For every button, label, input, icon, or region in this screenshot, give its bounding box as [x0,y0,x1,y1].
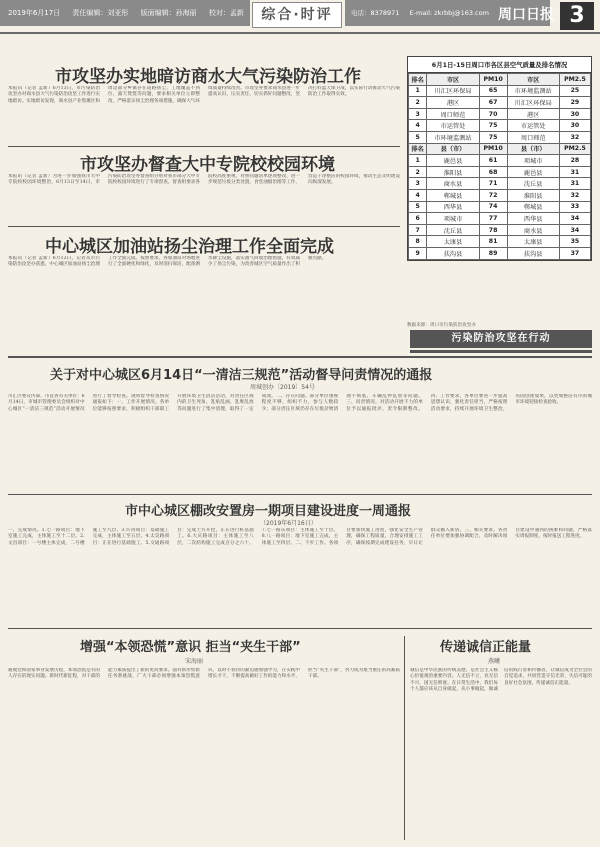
header-cell: PM10 [479,143,507,155]
table-cell: 商水县 [507,224,559,236]
table-cell: 西华县 [427,201,479,213]
header-cell: 排名 [409,74,427,86]
table-cell: 扶沟县 [507,247,559,259]
banner-underline [410,350,592,353]
table-cell: 川汇区环保局 [427,85,479,97]
article-headline: 关于对中心城区6月14日“一清洁三规范”活动督导问责情况的通报 [50,368,433,383]
table-cell: 31 [559,178,590,190]
table-cell: 港区 [507,108,559,120]
table-cell: 30 [559,120,590,132]
table-title: 6月1日-15日周口市各区县空气质量及排名情况 [408,57,591,73]
header-cell: PM10 [479,74,507,86]
table-cell: 3 [409,108,427,120]
table-cell: 37 [559,247,590,259]
newspaper-logo: 周口日报 [498,7,554,23]
table-cell: 29 [559,97,590,109]
table-cell: 淮阳县 [507,189,559,201]
divider [8,494,592,495]
section-title: 综合·时评 [252,2,342,28]
masthead [0,0,600,34]
table-cell: 35 [559,236,590,248]
article-body: 本报讯（记者 孟新）6月13日，记者从市污染防治攻坚办获悉，中心城区加油站扬尘治理工作全面完成。按照要求，各加油站对场地进行了全面硬化和绿化，及时清扫保洁，配备洒水降尘设施，落实油气回收治理措施，有效减少了扬尘污染，为改善城区空气质量作出了积极贡献。 [8,256,327,268]
masthead-left-bar [0,0,250,26]
table-cell: 89 [479,247,507,259]
table-cell: 68 [479,166,507,178]
article-headline: 市攻坚办督查大中专院校校园环境 [80,155,335,175]
editor-meta: 校对：孟新 [208,9,244,17]
table-cell: 郸城县 [427,189,479,201]
table-cell: 5 [409,131,427,143]
article-headline: 中心城区加油站扬尘治理工作全面完成 [45,237,334,257]
article-body: 本报讯（记者 孟新）6月13日，市污染防治攻坚办对商水县大气污染防治攻坚工作进行实地暗访。实地暗访发现，商水县产业集聚区和周边部分乡镇存在道路扬尘、工地覆盖不到位、露天焚烧等问题，要求相关单位立即整改，严格落实扬尘治理各项措施，确保大气环境质量持续改善。市攻坚办要求商水县进一步提高认识，压实责任，切实抓好问题整改，坚决打好蓝天保卫战，以实际行动推动大气污染防治工作取得实效。 [8,86,400,104]
table-cell: 2 [409,97,427,109]
author-byline: 燕曦 [488,658,501,665]
table-cell: 74 [479,201,507,213]
campaign-banner: 污染防治攻坚在行动 [410,330,592,348]
column-divider [404,636,405,840]
table-cell: 4 [409,189,427,201]
table-cell: 30 [559,108,590,120]
editor-meta: 版面编辑：孙海丽 [140,9,197,17]
article-body: 川汇区委宣传部、市直各有关单位：6月14日，市城市管理委员会组织对中心城区“一清洁三规范”活动开展情况进行了督导检查。现将督导检查情况通报如下：一、工作开展情况。各单位能够按照要求，积极组织干部职工开展环境卫生清洁活动，对责任区域内的卫生死角、乱贴乱画、乱堆乱放等问题进行了集中清理，取得了一定成效。二、存在问题。部分单位重视程度不够，组织不力，参与人数较少；部分责任区域仍存在垃圾杂物清理不彻底、车辆乱停乱放等问题。三、问责情况。对活动开展不力的单位予以通报批评，责令限期整改。四、工作要求。各单位要进一步提高思想认识，强化责任担当，严格按照活动要求，持续开展环境卫生整治，巩固创建成果，以更加整洁有序的城市环境迎接检查验收。 [8,394,592,412]
header-cell: 县（市） [427,143,479,155]
editor-meta: 责任编辑：刘亚彤 [72,9,129,17]
article-body: 诚信是中华民族的传统美德，是社会主义核心价值观的重要内容。人无信不立，业无信不兴，国无信则衰。在日常生活中，我们每个人都应该从自身做起，从小事做起，做诚信的践行者和传播者，让诚信成为全社会的自觉追求，共同营造守信光荣、失信可耻的良好社会氛围，传递诚信正能量。 [410,668,592,692]
table-cell: 3 [409,178,427,190]
header-cell: PM2.5 [559,74,590,86]
table-cell: 太康县 [507,236,559,248]
county-rows [409,155,591,259]
article-body: 本报讯（记者 孟新）为进一步加强我市大中专院校校园环境整治，6月13日至14日，市污染防治攻坚办督查组分别对我市部分大中专院校校园环境进行了专项督查。督查组要求各院校高度重视，对照问题清单逐项整改，进一步规范垃圾分类处置、食堂油烟治理等工作，营造干净整洁的校园环境，推动生态文明建设向纵深发展。 [8,174,400,186]
divider [8,226,400,227]
table-cell: 市环境监测站 [507,85,559,97]
table-cell: 扶沟县 [427,247,479,259]
page-number: 3 [560,2,594,30]
table-cell: 61 [479,155,507,167]
article-headline: 传递诚信正能量 [440,640,532,655]
table-cell: 34 [559,213,590,225]
table-cell: 65 [479,85,507,97]
table-row [409,155,591,167]
table-cell: 81 [479,236,507,248]
table-cell: 34 [559,224,590,236]
table-row [409,178,591,190]
divider [8,146,400,147]
table-cell: 32 [559,189,590,201]
table-cell: 港区 [427,97,479,109]
table-cell: 4 [409,120,427,132]
table-cell: 周口师范 [427,108,479,120]
table-cell: 鹿邑县 [507,166,559,178]
table-cell: 71 [479,178,507,190]
table-cell: 1 [409,155,427,167]
table-cell: 项城市 [507,155,559,167]
table-row [409,166,591,178]
header-cell: PM2.5 [559,143,590,155]
table-cell: 周口师范 [507,131,559,143]
header-cell: 市区 [427,74,479,86]
table-cell: 6 [409,213,427,225]
table-row [409,201,591,213]
table-cell: 33 [559,201,590,213]
table-cell: 鹿邑县 [427,155,479,167]
table-cell: 市环境监测站 [427,131,479,143]
author-byline: 宋海丽 [185,658,204,665]
article-headline: 市攻坚办实地暗访商水大气污染防治工作 [55,67,361,87]
table-cell: 28 [559,155,590,167]
table-note: 数据来源：周口市污染防治攻坚办 [407,323,476,328]
table-cell: 78 [479,224,507,236]
table-cell: 5 [409,201,427,213]
article-body: 通观党和国家事业发展历程，本领恐慌是有的人存在的现实问题。新时代新征程，对干部的能力素质提出了新的更高要求。面对新形势新任务新挑战，广大干部必须增强本领恐慌意识，以时不我待的紧迫感加强学习，在实践中增长才干，不断提高做好工作的能力和水平，拒当“夹生干部”，努力成为堪当重任的高素质干部。 [8,668,400,680]
table-cell: 沈丘县 [427,224,479,236]
table-header-row [409,143,591,155]
divider [8,356,592,358]
table-row [409,120,591,132]
table-cell: 67 [479,97,507,109]
table-cell: 32 [559,131,590,143]
table-cell: 商水县 [427,178,479,190]
table-cell: 沈丘县 [507,178,559,190]
table-row [409,97,591,109]
table-cell: 太康县 [427,236,479,248]
table-cell: 70 [479,108,507,120]
article-headline: 市中心城区棚改安置房一期项目建设进度一周通报 [125,504,412,519]
table-cell: 川汇区环保局 [507,97,559,109]
table-cell: 1 [409,85,427,97]
table-row [409,189,591,201]
table-row [409,108,591,120]
table-cell: 2 [409,166,427,178]
table-cell: 31 [559,166,590,178]
air-quality-table [407,56,592,261]
table-row [409,236,591,248]
table-cell: 9 [409,247,427,259]
table-cell: 西华县 [507,213,559,225]
article-headline: 增强“本领恐慌”意识 拒当“夹生干部” [80,640,301,655]
table-header-row [409,74,591,86]
header-cell: 排名 [409,143,427,155]
table-cell: 77 [479,213,507,225]
table-cell: 淮阳县 [427,166,479,178]
header-cell: 市区 [507,74,559,86]
table-row [409,247,591,259]
table-cell: 7 [409,224,427,236]
divider [8,628,592,629]
table-row [409,85,591,97]
table-cell: 72 [479,189,507,201]
table-cell: 8 [409,236,427,248]
table-cell: 郸城县 [507,201,559,213]
table-cell: 市运管处 [507,120,559,132]
table-cell: 25 [559,85,590,97]
issue-date: 2019年6月17日 [8,9,61,17]
table-row [409,224,591,236]
contact-phone: 电话：8378971 [351,9,400,17]
table-row [409,213,591,225]
report-date: （2019年6月16日） [260,520,317,527]
table-row [409,131,591,143]
table-cell: 75 [479,131,507,143]
table-cell: 75 [479,120,507,132]
table-cell: 项城市 [427,213,479,225]
contact-email: E-mail: zkrbbj@163.com [409,9,489,17]
city-rows [409,85,591,143]
table-cell: 市运管处 [427,120,479,132]
article-body: 一、完成情况。1.七一路项目：地下室施工完成，主体施工至十二层。2.文昌项目：一号楼主体完成，二号楼施工至九层。3.许湾项目：基础施工完成，主体施工至五层。4.太昊路项目：正在进行基础施工。5.交通路项目：完成土方开挖，正在进行桩基施工。6.大庆路项目：主体施工至八层，二次结构施工完成百分之六十。7.七一路东项目：主体施工至十层。8.八一路项目：地下室施工完成，主体施工至四层。二、下步工作。各项目要加快施工进度，强化安全生产管理，确保工程质量，合理安排施工工序，确保按期完成建设任务，早日让群众搬入新居。三、相关要求。各责任单位要加强协调配合，及时解决项目建设中遇到的困难和问题，严格落实周报制度，按时报送工程进度。 [8,528,592,546]
header-cell: 县（市） [507,143,559,155]
document-number: 周城创办〔2019〕54号 [250,384,315,391]
